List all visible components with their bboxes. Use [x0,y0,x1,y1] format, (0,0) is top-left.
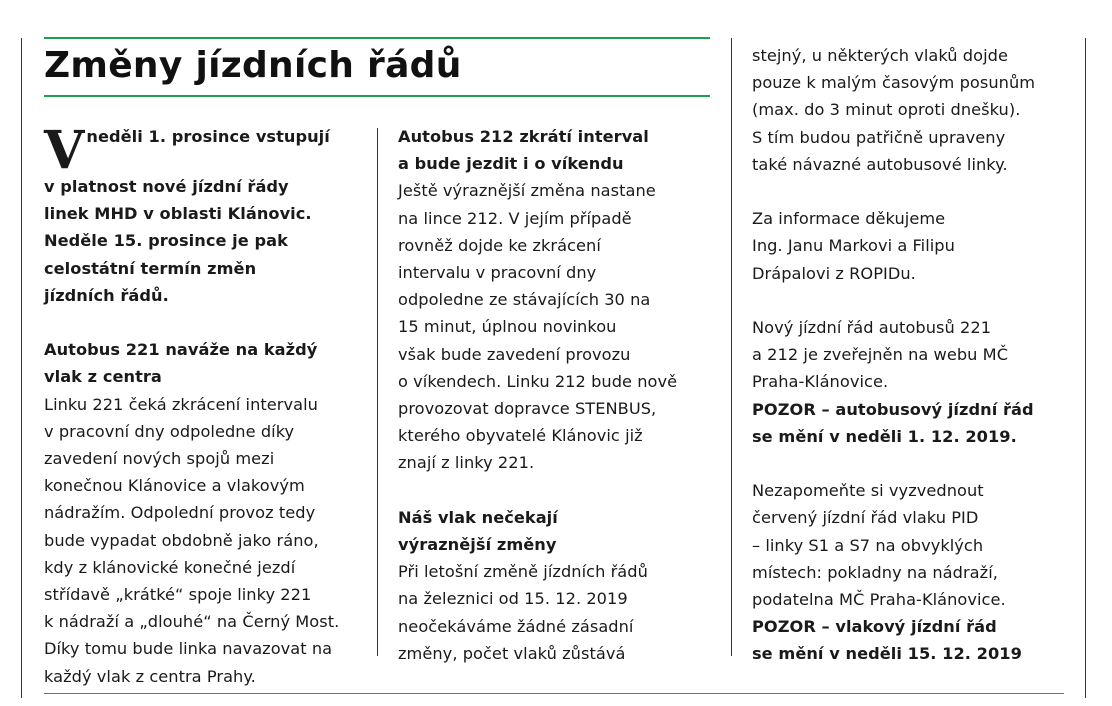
body-line: o víkendech. Linku 212 bude nově [398,371,678,391]
intro-line: Neděle 15. prosince je pak [44,231,288,251]
body-line: intervalu v pracovní dny [398,263,597,283]
body-line: Ing. Janu Markovi a Filipu [752,236,955,256]
continuation-paragraph [752,42,1082,178]
body-line: S tím budou patřičně upraveny [752,127,1006,147]
body-line: však bude zavedení provozu [398,344,631,364]
body-line: Ještě výraznější změna nastane [398,181,656,201]
train-warning: POZOR – vlakový jízdní řád [752,617,997,637]
body-line: Při letošní změně jízdních řádů [398,562,648,582]
thanks-paragraph [752,205,1082,287]
train-warning: se mění v neděli 15. 12. 2019 [752,644,1022,664]
column-1 [44,120,374,690]
body-line: v pracovní dny odpoledne díky [44,421,295,441]
body-line: 15 minut, úplnou novinkou [398,317,617,337]
body-line: Linku 221 čeká zkrácení intervalu [44,394,318,414]
section-train [398,504,723,667]
title-top-rule [44,37,710,39]
bus-warning: POZOR – autobusový jízdní řád [752,399,1034,419]
body-line: kterého obyvatelé Klánovic již [398,426,643,446]
page-bottom-rule [44,693,1064,694]
body-line: střídavě „krátké“ spoje linky 221 [44,585,312,605]
dropcap-letter: V [44,120,85,181]
bus-timetable-paragraph [752,314,1082,450]
body-line: každý vlak z centra Prahy. [44,666,256,686]
body-line: Drápalovi z ROPIDu. [752,263,916,283]
column-divider-1 [377,128,378,656]
intro-line: celostátní termín změn [44,258,257,278]
body-line: – linky S1 a S7 na obvyklých [752,535,984,555]
body-line: bude vypadat obdobně jako ráno, [44,530,319,550]
page-right-border [1085,38,1086,698]
page-left-border [21,38,22,698]
body-line: provozovat dopravce STENBUS, [398,399,657,419]
body-line: zavedení nových spojů mezi [44,449,275,469]
section-heading: a bude jezdit i o víkendu [398,154,624,174]
intro-line: v platnost nové jízdní řády [44,177,289,196]
body-line: podatelna MČ Praha-Klánovice. [752,590,1006,610]
body-line: odpoledne ze stávajících 30 na [398,290,651,310]
intro-line: neděli 1. prosince vstupují [86,127,330,146]
body-line: pouze k malým časovým posunům [752,73,1036,93]
bus-warning: se mění v neděli 1. 12. 2019. [752,426,1017,446]
intro-paragraph [44,120,374,309]
body-line: také návazné autobusové linky. [752,154,1008,174]
body-line: k nádraží a „dlouhé“ na Černý Most. [44,612,340,632]
section-221 [44,336,374,690]
body-line: Za informace děkujeme [752,209,946,229]
body-line: konečnou Klánovice a vlakovým [44,476,305,496]
body-line: kdy z klánovické konečné jezdí [44,557,296,577]
body-line: Praha-Klánovice. [752,372,889,392]
body-line: Díky tomu bude linka navazovat na [44,639,333,659]
body-line: (max. do 3 minut oproti dnešku). [752,100,1021,120]
section-heading: Autobus 212 zkrátí interval [398,127,649,146]
body-line: místech: pokladny na nádraží, [752,562,998,582]
body-line: znají z linky 221. [398,453,535,473]
section-heading: Autobus 221 naváže na každý [44,340,318,360]
page-title: Změny jízdních řádů [44,45,462,86]
intro-line: jízdních řádů. [44,285,169,305]
column-2 [398,123,723,667]
body-line: rovněž dojde ke zkrácení [398,235,601,255]
body-line: Nový jízdní řád autobusů 221 [752,318,992,337]
section-heading: Náš vlak nečekají [398,507,558,527]
body-line: nádražím. Odpolední provoz tedy [44,503,316,523]
body-line: neočekáváme žádné zásadní [398,616,634,636]
train-timetable-paragraph [752,477,1082,667]
title-bottom-rule [44,95,710,97]
section-heading: vlak z centra [44,367,162,387]
body-line: stejný, u některých vlaků dojde [752,46,1008,65]
section-212 [398,123,723,477]
body-line: Nezapomeňte si vyzvednout [752,481,984,501]
body-line: na lince 212. V jejím případě [398,208,632,228]
intro-line: linek MHD v oblasti Klánovic. [44,204,312,224]
body-line: na železnici od 15. 12. 2019 [398,589,628,609]
body-line: a 212 je zveřejněn na webu MČ [752,345,1009,365]
body-line: změny, počet vlaků zůstává [398,643,626,663]
body-line: červený jízdní řád vlaku PID [752,508,979,528]
column-3 [752,42,1082,668]
section-heading: výraznější změny [398,535,557,555]
column-divider-2 [731,38,732,656]
